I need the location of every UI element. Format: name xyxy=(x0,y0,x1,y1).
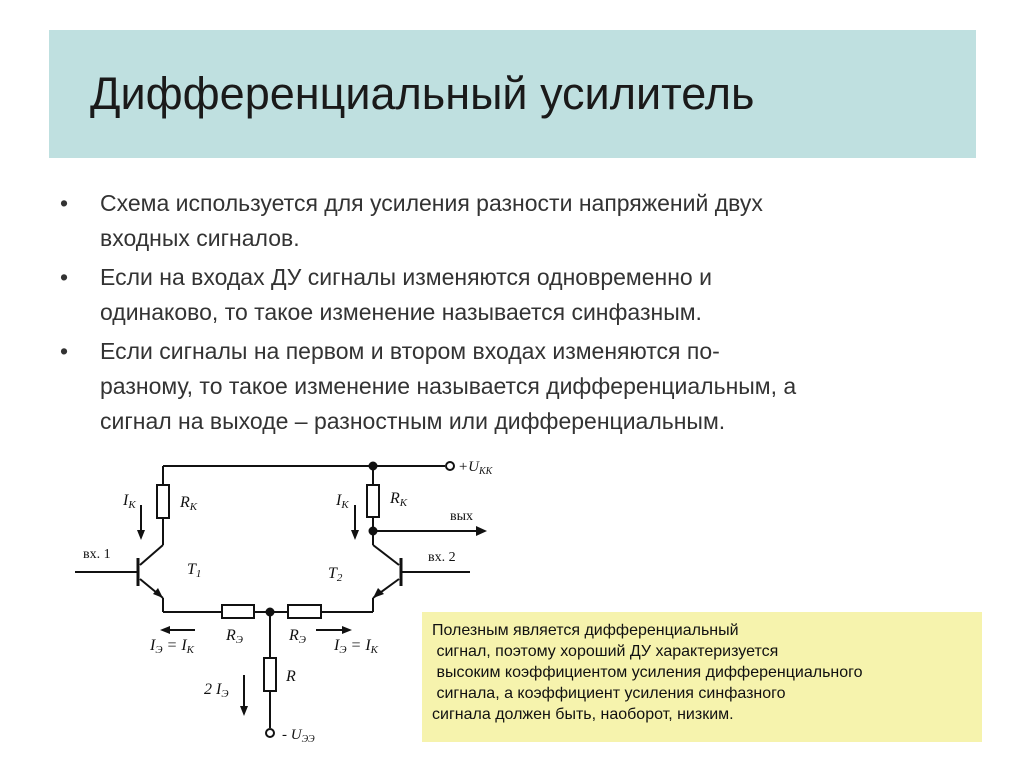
note-line: Полезным является дифференциальный xyxy=(432,622,739,639)
note-line: высоким коэффициентом усиления дифференциального xyxy=(432,664,863,681)
ie-right-equation-subscript: К xyxy=(370,644,378,656)
rk-right-subscript: К xyxy=(399,497,408,509)
svg-text:IК xyxy=(122,492,136,511)
ie-right-subscript: Э xyxy=(339,644,347,656)
two-ie-label: 2 I xyxy=(204,681,222,698)
note-box xyxy=(422,612,982,742)
bullet-item xyxy=(60,334,1000,439)
bullet-line: входных сигналов. xyxy=(100,225,300,251)
svg-text:- UЭЭ xyxy=(282,727,315,745)
svg-text:2 IЭ xyxy=(204,681,229,700)
svg-text:T1 xyxy=(187,561,201,580)
ucc-subscript: КК xyxy=(478,466,493,477)
ik-left-subscript: К xyxy=(128,499,136,511)
svg-text:+UКК xyxy=(458,459,494,477)
svg-text:IЭ = IК xyxy=(333,637,379,656)
ie-left-label: I xyxy=(150,637,156,654)
r-label: R xyxy=(286,668,296,685)
bullet-line: Схема используется для усиления разности напряжений двух xyxy=(100,190,763,216)
re-left-label: R xyxy=(226,627,236,644)
bullet-line: Если на входах ДУ сигналы изменяются одновременно и xyxy=(100,264,712,290)
ie-right-equation: = I xyxy=(346,637,371,654)
uee-label: - U xyxy=(282,727,302,743)
bullet-dot: • xyxy=(60,338,69,364)
bullet-dot: • xyxy=(60,190,69,216)
t1-subscript: 1 xyxy=(195,568,202,580)
re-right-label: R xyxy=(289,627,299,644)
re-right-subscript: Э xyxy=(298,634,306,646)
bullet-dot: • xyxy=(60,264,69,290)
bullet-line: разному, то такое изменение называется дифференциальным, а xyxy=(100,373,797,399)
ik-right-label: I xyxy=(336,492,342,509)
svg-text:IК xyxy=(335,492,349,511)
ik-right-subscript: К xyxy=(341,499,349,511)
bullet-item xyxy=(60,186,1000,256)
svg-text:RЭ xyxy=(225,627,243,646)
svg-text:RК xyxy=(179,494,198,513)
ie-left-equation-subscript: К xyxy=(186,644,194,656)
svg-text:RЭ xyxy=(288,627,306,646)
rk-left-label: R xyxy=(180,494,190,511)
note-line: сигнала должен быть, наоборот, низким. xyxy=(432,706,734,723)
bullet-list xyxy=(60,186,1000,443)
re-left-subscript: Э xyxy=(235,634,243,646)
note-line: сигнал, поэтому хороший ДУ характеризуется xyxy=(432,643,779,660)
ie-right-label: I xyxy=(334,637,340,654)
svg-text:T2 xyxy=(328,565,343,584)
uee-subscript: ЭЭ xyxy=(301,734,315,745)
t2-subscript: 2 xyxy=(336,572,343,584)
bullet-item xyxy=(60,260,1000,330)
note-line: сигнала, а коэффициент усиления синфазного xyxy=(432,685,786,702)
rk-left-subscript: К xyxy=(189,501,198,513)
svg-text:RК xyxy=(389,490,408,509)
rk-right-label: R xyxy=(390,490,400,507)
ie-left-subscript: Э xyxy=(155,644,163,656)
input-2-label: вх. 2 xyxy=(428,550,456,565)
slide-title: Дифференциальный усилитель xyxy=(90,68,755,119)
t1-label: T xyxy=(187,561,196,578)
bullet-line: Если сигналы на первом и втором входах изменяются по- xyxy=(100,338,720,364)
two-ie-subscript: Э xyxy=(221,688,229,700)
bullet-line: одинаково, то такое изменение называется синфазным. xyxy=(100,299,702,325)
ucc-label: +U xyxy=(458,459,479,475)
ik-left-label: I xyxy=(123,492,129,509)
ie-left-equation: = I xyxy=(162,637,187,654)
svg-text:IЭ = IК xyxy=(149,637,195,656)
output-label: вых xyxy=(450,509,474,524)
bullet-line: сигнал на выходе – разностным или дифференциальным. xyxy=(100,408,726,434)
t2-label: T xyxy=(328,565,337,582)
input-1-label: вх. 1 xyxy=(83,547,111,562)
